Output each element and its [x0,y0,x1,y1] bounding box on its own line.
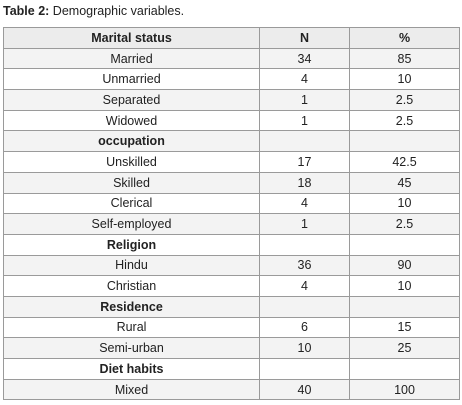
section-heading: occupation [4,131,260,152]
row-label: Christian [4,276,260,297]
row-n: 18 [260,172,350,193]
row-label: Married [4,48,260,69]
table-caption [3,4,184,18]
row-percent [350,359,460,380]
row-n: 1 [260,214,350,235]
row-percent: 15 [350,317,460,338]
row-percent: 42.5 [350,152,460,173]
table-row [4,317,460,338]
row-label: Rural [4,317,260,338]
row-n: 34 [260,48,350,69]
table-row [4,338,460,359]
section-heading: Diet habits [4,359,260,380]
table-row [4,90,460,111]
row-label: Separated [4,90,260,111]
row-n: 17 [260,152,350,173]
row-label: Widowed [4,110,260,131]
row-percent: 10 [350,276,460,297]
header-percent: % [350,28,460,49]
table-row [4,193,460,214]
table-row [4,255,460,276]
row-n [260,296,350,317]
table-caption-text: Demographic variables. [52,4,185,18]
table-row [4,152,460,173]
section-heading: Religion [4,234,260,255]
header-n: N [260,28,350,49]
row-n: 4 [260,276,350,297]
row-n [260,234,350,255]
row-label: Semi-urban [4,338,260,359]
row-percent: 10 [350,69,460,90]
table-section-row [4,131,460,152]
row-label: Unmarried [4,69,260,90]
row-n: 6 [260,317,350,338]
row-n: 4 [260,193,350,214]
row-n: 1 [260,90,350,111]
row-percent [350,234,460,255]
row-percent: 25 [350,338,460,359]
row-label: Self-employed [4,214,260,235]
row-n: 4 [260,69,350,90]
row-label: Skilled [4,172,260,193]
table-section-row [4,359,460,380]
row-percent: 100 [350,379,460,400]
row-label: Clerical [4,193,260,214]
table-row [4,379,460,400]
table-section-row [4,234,460,255]
row-n [260,131,350,152]
row-percent [350,296,460,317]
section-heading: Residence [4,296,260,317]
table-caption-label: Table 2: [3,4,50,18]
demographic-table [3,27,460,400]
table-header-row [4,28,460,49]
row-n: 10 [260,338,350,359]
row-percent: 85 [350,48,460,69]
row-percent: 90 [350,255,460,276]
table-row [4,276,460,297]
table-row [4,214,460,235]
row-label: Unskilled [4,152,260,173]
table-section-row [4,296,460,317]
row-percent: 2.5 [350,214,460,235]
row-percent: 2.5 [350,90,460,111]
table-row [4,110,460,131]
row-percent: 45 [350,172,460,193]
row-n: 40 [260,379,350,400]
table-row [4,172,460,193]
table-row [4,69,460,90]
row-percent [350,131,460,152]
row-label: Mixed [4,379,260,400]
header-marital-status: Marital status [4,28,260,49]
row-percent: 10 [350,193,460,214]
row-n: 1 [260,110,350,131]
row-label: Hindu [4,255,260,276]
row-percent: 2.5 [350,110,460,131]
table-row [4,48,460,69]
row-n: 36 [260,255,350,276]
row-n [260,359,350,380]
